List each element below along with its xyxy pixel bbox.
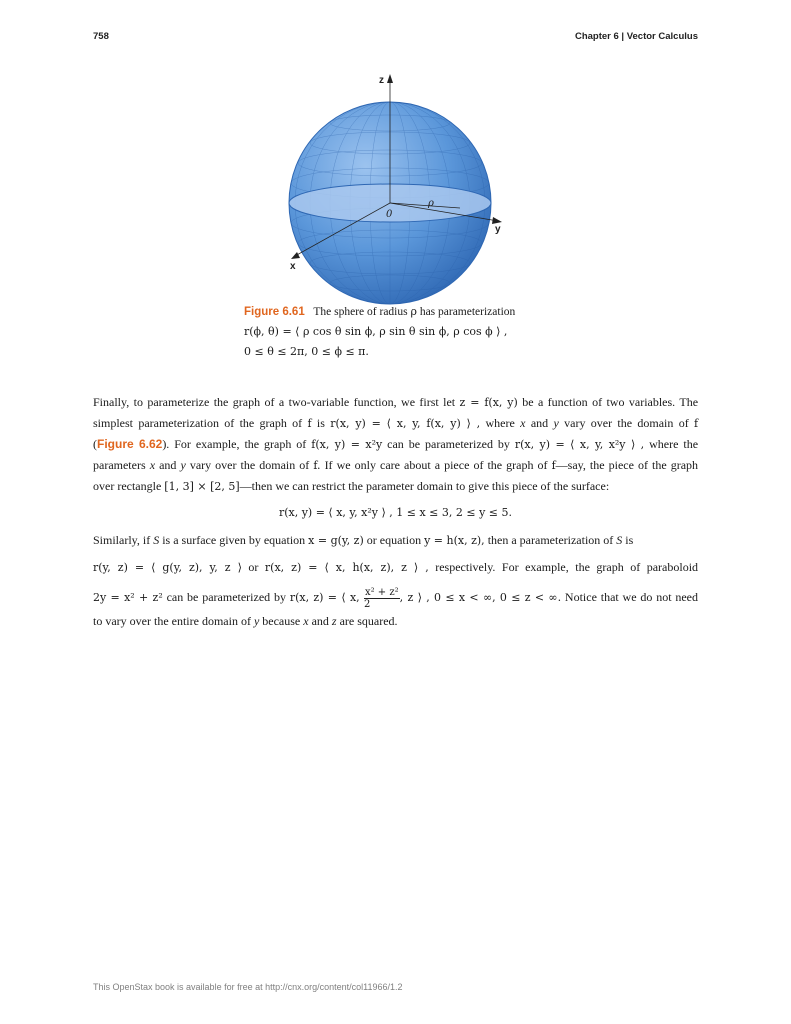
paragraph-1-line-4 (93, 455, 698, 476)
text: be a function of two variables. The (522, 395, 699, 409)
radius-label: ρ (428, 198, 434, 209)
text: simplest parameterization of the graph of (93, 416, 303, 430)
paragraph-2-line-3 (93, 584, 698, 611)
text: then a parameterization of (487, 533, 614, 547)
text: where the (649, 437, 699, 451)
var: y (253, 614, 260, 628)
text: are squared. (339, 614, 398, 628)
text: vary over the domain of (564, 416, 689, 430)
text: ). For example, the graph of (162, 437, 307, 451)
z-axis-label: z (379, 75, 384, 86)
math: f (551, 459, 556, 472)
var: x (303, 614, 309, 628)
text: and (159, 458, 177, 472)
x-axis-label: x (290, 261, 296, 272)
text: is (625, 533, 634, 547)
var: y (180, 458, 186, 472)
math: r(x, z) = ⟨ x, (289, 591, 360, 604)
math: f (307, 417, 312, 430)
text: parameters (93, 458, 146, 472)
fraction (364, 587, 400, 610)
text: Similarly, if (93, 533, 151, 547)
text: where (485, 416, 515, 430)
caption-text-suffix: has parameterization (419, 306, 516, 318)
var: y (553, 416, 559, 430)
figure-link[interactable]: Figure 6.62 (97, 437, 163, 451)
math: r(x, y) = ⟨ x, y, f(x, y) ⟩ , (330, 417, 481, 430)
figure-caption (244, 305, 515, 318)
caption-text-prefix: The sphere of radius (313, 306, 408, 318)
paragraph-1-line-5 (93, 476, 698, 497)
text: —then we can restrict the parameter domain to give this piece of the surface: (239, 479, 610, 493)
origin-label: 0 (386, 209, 393, 220)
text: is (316, 416, 325, 430)
math: y = h(x, z), (424, 534, 485, 547)
var: S (616, 533, 623, 547)
text: because (262, 614, 301, 628)
var: x (520, 416, 526, 430)
paragraph-2-line-2 (93, 557, 698, 578)
paragraph-2-line-1 (93, 530, 698, 551)
text: can be parameterized by (387, 437, 510, 451)
paraboloid-parameterization (289, 586, 562, 610)
paragraph-2 (93, 530, 698, 631)
text: If we only care about a piece of the graph of (324, 458, 548, 472)
fraction-numerator: x² + z² (364, 586, 399, 598)
text: or (248, 560, 259, 574)
footer-text: This OpenStax book is available for free at http://cnx.org/content/col11966/1.2 (93, 982, 403, 992)
chapter-title: Chapter 6 | Vector Calculus (574, 31, 698, 42)
fraction-denominator: 2 (363, 598, 371, 610)
paragraph-1-line-3 (93, 434, 698, 455)
text: over rectangle (93, 479, 162, 493)
caption-line-3: 0 ≤ θ ≤ 2π, 0 ≤ ϕ ≤ π. (244, 345, 369, 358)
math: f(x, y) = x²y (311, 438, 383, 451)
text: vary over the domain of (189, 458, 310, 472)
var: x (149, 458, 156, 472)
text: Finally, to parameterize the graph of a two-variable function, we first let (93, 395, 456, 409)
math: r(x, y) = ⟨ x, y, x²y ⟩ , (514, 438, 645, 451)
text: ( (93, 437, 97, 451)
var: z (331, 614, 337, 628)
paragraph-2-line-4 (93, 611, 698, 631)
paragraph-1-line-2 (93, 413, 698, 434)
var: S (153, 533, 160, 547)
math: f (694, 417, 699, 430)
page-number: 758 (93, 31, 109, 42)
text: and (311, 614, 329, 628)
caption-line-2: r(ϕ, θ) = ⟨ ρ cos θ sin ϕ, ρ sin θ sin ϕ, ρ cos ϕ ⟩ , (244, 325, 508, 338)
y-axis-label: y (495, 224, 501, 235)
text: respectively. For example, the graph of paraboloid (435, 560, 699, 574)
text: Notice that we do not need (564, 590, 699, 604)
math: r(x, z) = ⟨ x, h(x, z), z ⟩ , (264, 561, 429, 574)
math: r(y, z) = ⟨ g(y, z), y, z ⟩ (93, 561, 242, 574)
math: x = g(y, z) (308, 534, 364, 547)
math: , z ⟩ , 0 ≤ x < ∞, 0 ≤ z < ∞. (399, 591, 562, 604)
text: is a surface given by equation (162, 533, 306, 547)
text: and (530, 416, 549, 430)
text: can be parameterized by (166, 590, 286, 604)
paragraph-1-line-1 (93, 392, 698, 413)
text: or equation (366, 533, 422, 547)
figure-label: Figure 6.61 (244, 306, 305, 318)
math: 2y = x² + z² (93, 591, 163, 604)
sphere-figure (270, 68, 520, 308)
math: z = f(x, y) (459, 396, 518, 409)
caption-rho: ρ (410, 305, 417, 318)
text: to vary over the entire domain of (93, 614, 251, 628)
math: [1, 3] × [2, 5] (164, 480, 240, 493)
paragraph-1 (93, 392, 698, 497)
math: f. (313, 459, 321, 472)
display-equation: r(x, y) = ⟨ x, y, x²y ⟩ , 1 ≤ x ≤ 3, 2 ≤ y ≤ 5. (278, 506, 513, 519)
text: —say, the piece of the graph (555, 458, 699, 472)
